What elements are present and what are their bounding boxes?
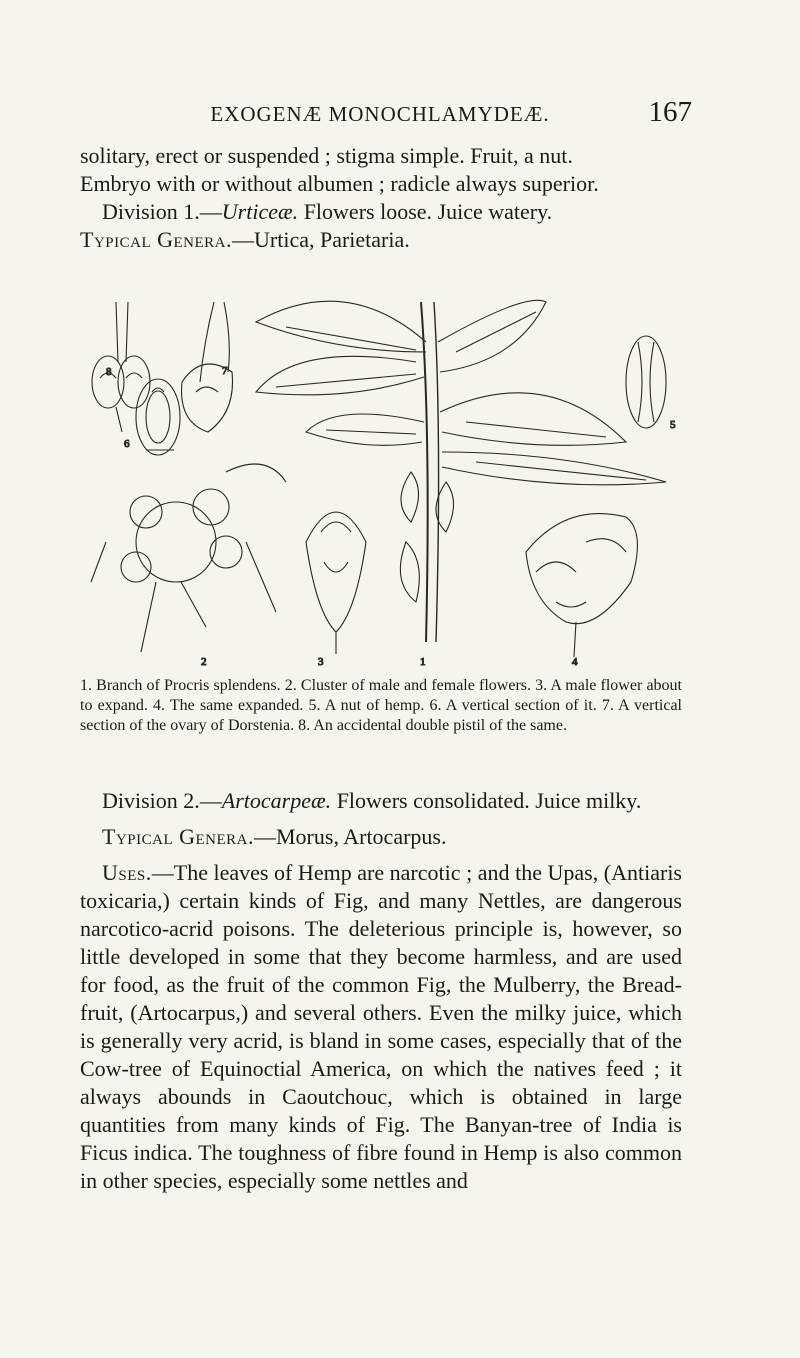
fig-label-3: 3 xyxy=(318,656,324,667)
division-1-label: Division 1.— xyxy=(102,199,222,224)
fig-8-drawing xyxy=(92,302,150,432)
fig-label-2: 2 xyxy=(201,656,207,667)
uses-label: Uses. xyxy=(102,860,152,885)
page-header xyxy=(80,96,692,136)
uses-paragraph xyxy=(80,859,682,1195)
intro-line-2: Embryo with or without albumen ; radicle always superior. xyxy=(80,171,599,196)
division-1-line xyxy=(80,198,682,226)
running-title: EXOGENÆ MONOCHLAMYDEÆ. xyxy=(210,102,550,126)
fig-label-7: 7 xyxy=(222,365,228,377)
fig-4-drawing xyxy=(526,514,637,657)
typical-genera-2-label: Typical Genera. xyxy=(102,824,254,849)
intro-line-1: solitary, erect or suspended ; stigma simple. Fruit, a nut. xyxy=(80,143,573,168)
typical-genera-2-rest: —Morus, Artocarpus. xyxy=(254,824,447,849)
division-1-rest: Flowers loose. Juice watery. xyxy=(298,199,553,224)
fig-label-5: 5 xyxy=(670,419,676,431)
fig-label-1: 1 xyxy=(420,656,426,667)
intro-paragraph xyxy=(80,142,682,254)
botanical-illustration xyxy=(86,282,686,667)
fig-1-drawing xyxy=(256,300,666,642)
fig-label-8: 8 xyxy=(106,366,112,378)
typical-genera-2-line xyxy=(80,823,682,851)
page-number: 167 xyxy=(648,96,692,128)
typical-genera-1-label: Typical Genera. xyxy=(80,227,232,252)
division-2-label: Division 2.— xyxy=(102,788,222,813)
fig-label-4: 4 xyxy=(572,656,578,667)
illustration-svg xyxy=(86,282,686,667)
fig-6-drawing xyxy=(136,379,180,455)
fig-3-drawing xyxy=(306,512,366,654)
division-2-paragraph xyxy=(80,787,682,1195)
division-2-name: Artocarpeæ. xyxy=(221,788,332,813)
division-2-rest: Flowers consolidated. Juice milky. xyxy=(331,788,642,813)
division-1-name: Urticeæ. xyxy=(221,199,299,224)
fig-label-6: 6 xyxy=(124,438,130,450)
figure-caption: 1. Branch of Procris splendens. 2. Cluster of male and female flowers. 3. A male flower about to expand. 4. The same expanded. 5. A nut of hemp. 6. A vertical section of it. 7. A vertical section of the ovary of Dorstenia. 8. An accidental double pistil of the same. xyxy=(80,677,682,734)
division-2-line xyxy=(80,787,682,815)
fig-2-drawing xyxy=(91,464,286,652)
fig-5-drawing xyxy=(626,336,666,428)
typical-genera-1-line xyxy=(80,226,682,254)
uses-text: —The leaves of Hemp are narcotic ; and the Upas, (Antiaris toxicaria,) certain kinds of Fig, and many Nettles, are dangerous narcotico-acrid poisons. The deleterious principle is, however, so little developed in some that they become harmless, and are used for food, as the fruit of the common Fig, the Mulberry, the Bread-fruit, (Artocarpus,) and several others. Even the milky juice, which is generally very acrid, is bland in some cases, especially that of the Cow-tree of Equinoctial America, on which the natives feed ; it always abounds in Caoutchouc, which is obtained in large quantities from many kinds of Fig. The Banyan-tree of India is Ficus indica. The toughness of fibre found in Hemp is also common in other species, especially some nettles and xyxy=(80,860,682,1193)
typical-genera-1-rest: —Urtica, Parietaria. xyxy=(232,227,410,252)
